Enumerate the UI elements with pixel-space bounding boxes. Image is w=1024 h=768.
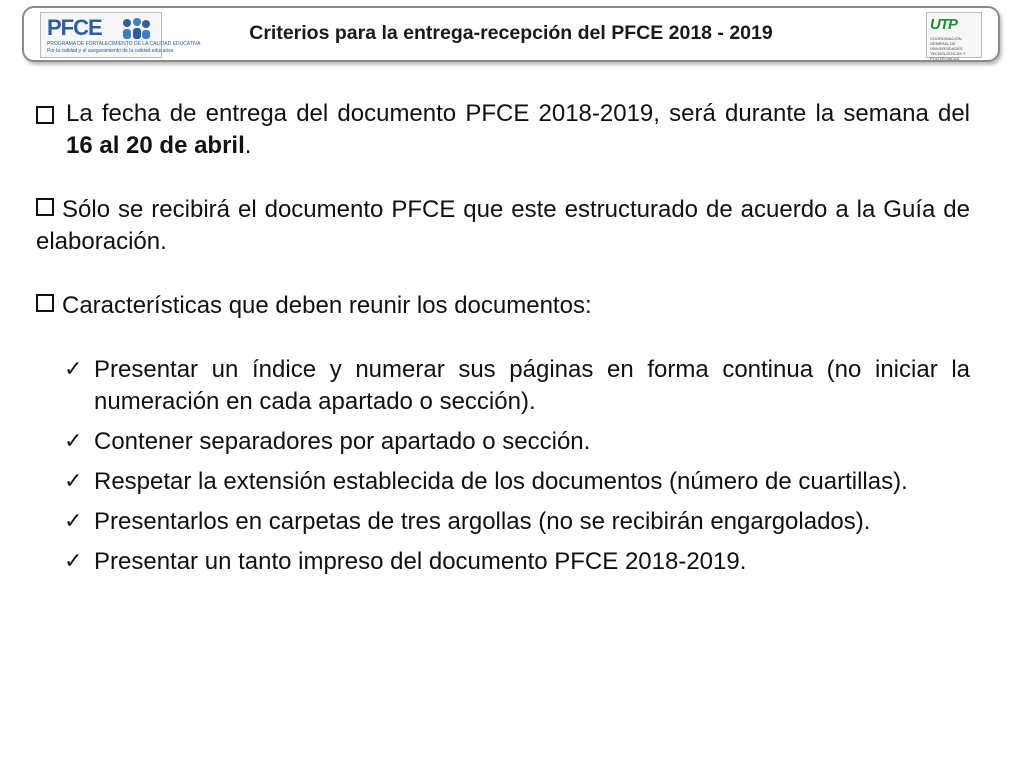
checkmark-icon: ✓	[64, 549, 83, 574]
checkmark-icon: ✓	[64, 469, 83, 494]
slide-header	[22, 6, 1000, 62]
bullet-structure-guide-text: Sólo se recibirá el documento PFCE que este estructurado de acuerdo a la Guía de elaboración.	[36, 196, 970, 255]
slide-title: Criterios para la entrega-recepción del PFCE 2018 - 2019	[249, 22, 773, 44]
utp-logo-text: UTP	[930, 16, 957, 33]
checkmark-icon: ✓	[64, 509, 83, 534]
checkmark-icon: ✓	[64, 429, 83, 454]
check-item-text: Respetar la extensión establecida de los documentos (número de cuartillas).	[94, 468, 908, 495]
check-item-printed-copy	[36, 546, 970, 578]
pfce-people-icon	[119, 17, 153, 43]
check-item-extension	[36, 466, 970, 498]
check-item-binders	[36, 506, 970, 538]
bullet-delivery-date-text: La fecha de entrega del documento PFCE 2018-2019, será durante la semana del	[66, 100, 970, 127]
bullet-delivery-date: La fecha de entrega del documento PFCE 2018-2019, será durante la semana del 16 al 20 de abril.	[36, 98, 970, 162]
checkbox-bullet-icon	[36, 106, 54, 124]
bullet-structure-guide	[36, 194, 970, 258]
checkmark-icon: ✓	[64, 357, 83, 382]
pfce-logo-tagline: PROGRAMA DE FORTALECIMIENTO DE LA CALIDAD EDUCATIVA	[47, 41, 201, 47]
bullet-characteristics	[36, 290, 970, 322]
delivery-date-range: 16 al 20 de abril	[66, 132, 245, 159]
check-item-text: Presentar un tanto impreso del documento PFCE 2018-2019.	[94, 548, 747, 575]
bullet-characteristics-text: Características que deben reunir los documentos:	[62, 292, 592, 319]
utp-logo-caption: COORDINACIÓN GENERAL DE UNIVERSIDADES TECNOLÓGICAS Y POLITÉCNICAS	[930, 36, 966, 61]
check-item-text: Presentar un índice y numerar sus páginas en forma continua (no iniciar la numeración en cada apartado o sección).	[94, 356, 970, 415]
check-item-text: Presentarlos en carpetas de tres argollas (no se recibirán engargolados).	[94, 508, 871, 535]
slide-body	[36, 98, 970, 578]
checkbox-bullet-icon	[36, 294, 54, 312]
pfce-logo-subtagline: Por la calidad y el aseguramiento de la calidad educativa	[47, 48, 174, 54]
check-item-separators	[36, 426, 970, 458]
pfce-logo	[40, 12, 201, 58]
check-item-text: Contener separadores por apartado o sección.	[94, 428, 591, 455]
utp-logo	[926, 12, 982, 61]
checkbox-bullet-icon	[36, 198, 54, 216]
check-item-index	[36, 354, 970, 418]
pfce-logo-text: PFCE	[47, 15, 102, 40]
